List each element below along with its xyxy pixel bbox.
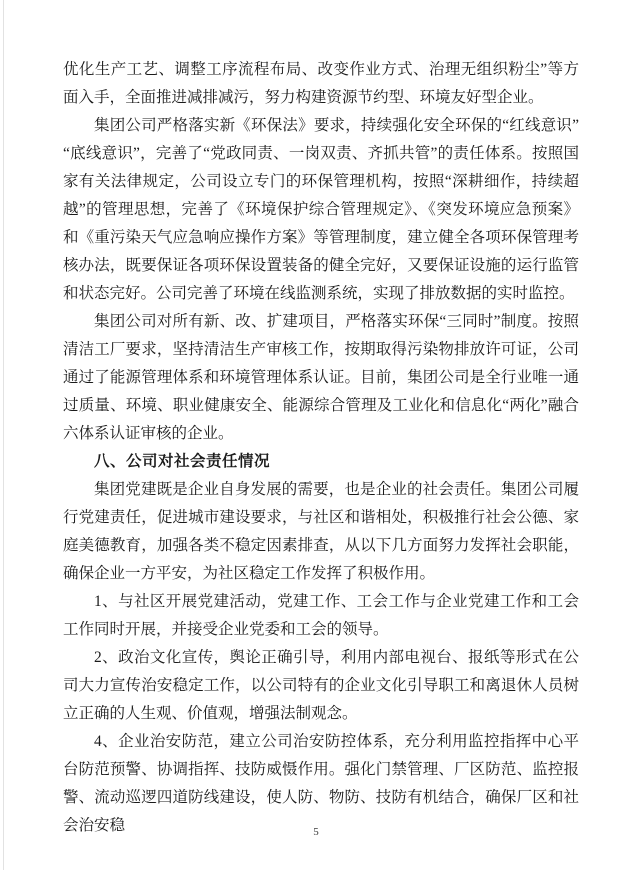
section-heading: 八、公司对社会责任情况: [94, 453, 271, 470]
paragraph: 1、与社区开展党建活动，党建工作、工会工作与企业党建工作和工会工作同时开展，并接受企业党委和工会的领导。: [63, 593, 579, 638]
paragraph: 2、政治文化宣传，舆论正确引导，利用内部电视台、报纸等形式在公司大力宣传治安稳定工作，以公司特有的企业文化引导职工和离退休人员树立正确的人生观、价值观，增强法制观念。: [63, 649, 579, 722]
page-number: 5: [313, 826, 319, 838]
paragraph: 优化生产工艺、调整工序流程布局、改变作业方式、治理无组织粉尘”等方面入手，全面推进减排减污，努力构建资源节约型、环境友好型企业。: [63, 61, 579, 106]
paragraph: 集团公司对所有新、改、扩建项目，严格落实环保“三同时”制度。按照清洁工厂要求，坚持清洁生产审核工作，按期取得污染物排放许可证，公司通过了能源管理体系和环境管理体系认证。目前，集团公司是全行业唯一通过质量、环境、职业健康安全、能源综合管理及工业化和信息化“两化”融合六体系认证审核的企业。: [63, 313, 579, 442]
paragraph: 集团党建既是企业自身发展的需要，也是企业的社会责任。集团公司履行党建责任，促进城市建设要求，与社区和谐相处，积极推行社会公德、家庭美德教育，加强各类不稳定因素排查，从以下几方面努力发挥社会职能，确保企业一方平安，为社区稳定工作发挥了积极作用。: [63, 481, 579, 582]
paragraph: 4、企业治安防范，建立公司治安防控体系，充分利用监控指挥中心平台防范预警、协调指挥、技防威慑作用。强化门禁管理、厂区防范、监控报警、流动巡逻四道防线建设，使人防、物防、技防有机结合，确保厂区和社会治安稳: [63, 733, 579, 834]
paragraph: 集团公司严格落实新《环保法》要求，持续强化安全环保的“红线意识”“底线意识”，完善了“党政同责、一岗双责、齐抓共管”的责任体系。按照国家有关法律规定，公司设立专门的环保管理机构，按照“深耕细作，持续超越”的管理思想，完善了《环境保护综合管理规定》、《突发环境应急预案》和《重污染天气应急响应操作方案》等管理制度，建立健全各项环保管理考核办法，既要保证各项环保设置装备的健全完好，又要保证设施的运行监管和状态完好。公司完善了环境在线监测系统，实现了排放数据的实时监控。: [63, 117, 579, 302]
page-edge-line: [3, 0, 4, 870]
document-body: [63, 56, 579, 840]
